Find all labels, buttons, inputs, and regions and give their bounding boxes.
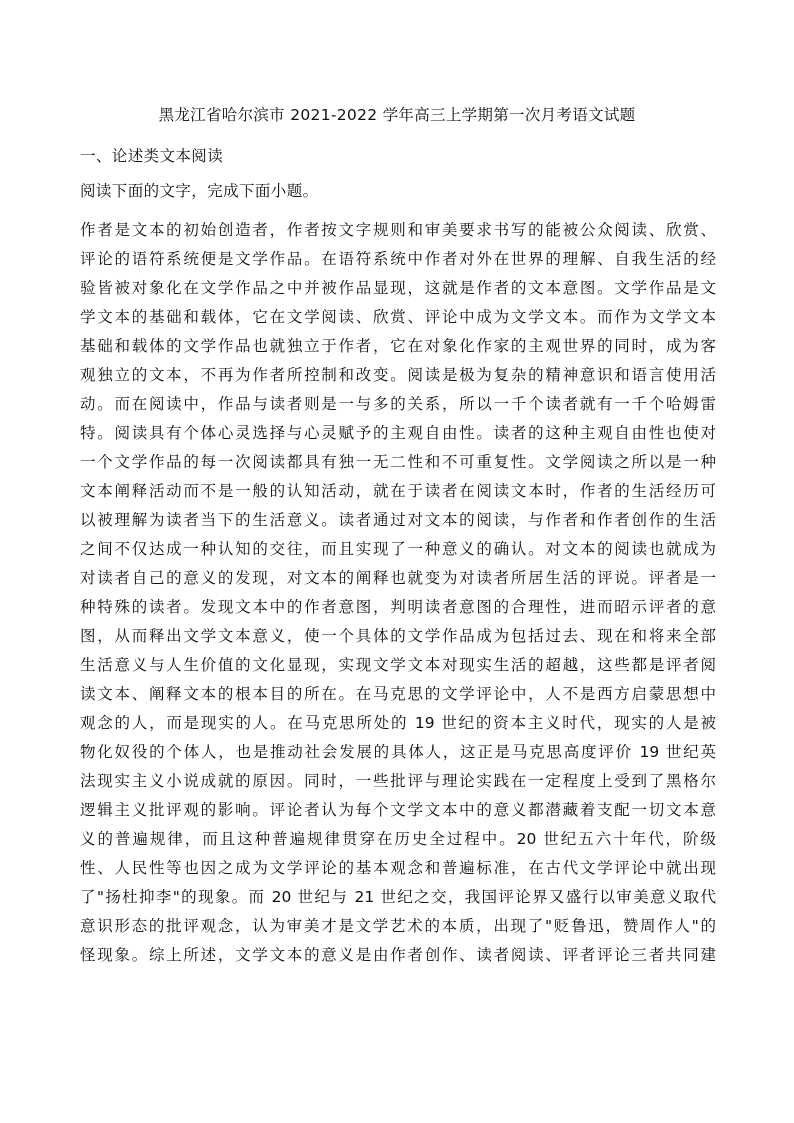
passage-line: 怪现象。综上所述，文学文本的意义是由作者创作、读者阅读、评者评论三者共同建 (80, 946, 716, 964)
passage-line: 物化奴役的个体人，也是推动社会发展的具体人，这正是马克思高度评价 19 世纪英 (80, 743, 716, 761)
passage-line: 学文本的基础和载体，它在文学阅读、欣赏、评论中成为文学文本。而作为文学文本 (80, 308, 716, 326)
passage-line: 之间不仅达成一种认知的交往，而且实现了一种意义的确认。对文本的阅读也就成为 (80, 540, 716, 558)
passage-line: 作者是文本的初始创造者，作者按文字规则和审美要求书写的能被公众阅读、欣赏、 (80, 221, 716, 239)
section-heading: 一、论述类文本阅读 (80, 147, 224, 165)
passage-line: 评论的语符系统便是文学作品。在语符系统中作者对外在世界的理解、自我生活的经 (80, 250, 716, 268)
passage-line: 生活意义与人生价值的文化显现，实现文学文本对现实生活的超越，这些都是评者阅 (80, 656, 716, 674)
passage-line: 了"扬杜抑李"的现象。而 20 世纪与 21 世纪之交，我国评论界又盛行以审美意义取代 (80, 888, 716, 906)
reading-instruction: 阅读下面的文字，完成下面小题。 (80, 182, 319, 200)
passage-line: 特。阅读具有个体心灵选择与心灵赋予的主观自由性。读者的这种主观自由性也使对 (80, 424, 716, 442)
passage-line: 法现实主义小说成就的原因。同时，一些批评与理论实践在一定程度上受到了黑格尔 (80, 772, 716, 790)
passage-line: 文本阐释活动而不是一般的认知活动，就在于读者在阅读文本时，作者的生活经历可 (80, 482, 716, 500)
passage-line: 读文本、阐释文本的根本目的所在。在马克思的文学评论中，人不是西方启蒙思想中 (80, 685, 716, 703)
passage-line: 图，从而释出文学文本意义，使一个具体的文学作品成为包括过去、现在和将来全部 (80, 627, 716, 645)
passage-line: 动。而在阅读中，作品与读者则是一与多的关系，所以一千个读者就有一千个哈姆雷 (80, 395, 716, 413)
passage-line: 意识形态的批评观念，认为审美才是文学艺术的本质，出现了"贬鲁迅，赞周作人"的 (80, 917, 716, 935)
passage-line: 观独立的文本，不再为作者所控制和改变。阅读是极为复杂的精神意识和语言使用活 (80, 366, 716, 384)
passage-line: 逻辑主义批评观的影响。评论者认为每个文学文本中的意义都潜藏着支配一切文本意 (80, 801, 716, 819)
passage-line: 性、人民性等也因之成为文学评论的基本观念和普遍标准，在古代文学评论中就出现 (80, 859, 716, 877)
passage-line: 一个文学作品的每一次阅读都具有独一无二性和不可重复性。文学阅读之所以是一种 (80, 453, 716, 471)
passage-line: 以被理解为读者当下的生活意义。读者通过对文本的阅读，与作者和作者创作的生活 (80, 511, 716, 529)
passage-line: 基础和载体的文学作品也就独立于作者，它在对象化作家的主观世界的同时，成为客 (80, 337, 716, 355)
document-title: 黑龙江省哈尔滨市 2021-2022 学年高三上学期第一次月考语文试题 (158, 106, 636, 124)
passage-line: 对读者自己的意义的发现，对文本的阐释也就变为对读者所居生活的评说。评者是一 (80, 569, 716, 587)
passage-line: 观念的人，而是现实的人。在马克思所处的 19 世纪的资本主义时代，现实的人是被 (80, 714, 716, 732)
passage-line: 种特殊的读者。发现文本中的作者意图，判明读者意图的合理性，进而昭示评者的意 (80, 598, 716, 616)
passage-line: 验皆被对象化在文学作品之中并被作品显现，这就是作者的文本意图。文学作品是文 (80, 279, 716, 297)
passage-body (80, 216, 716, 970)
passage-line: 义的普遍规律，而且这种普遍规律贯穿在历史全过程中。20 世纪五六十年代，阶级 (80, 830, 716, 848)
